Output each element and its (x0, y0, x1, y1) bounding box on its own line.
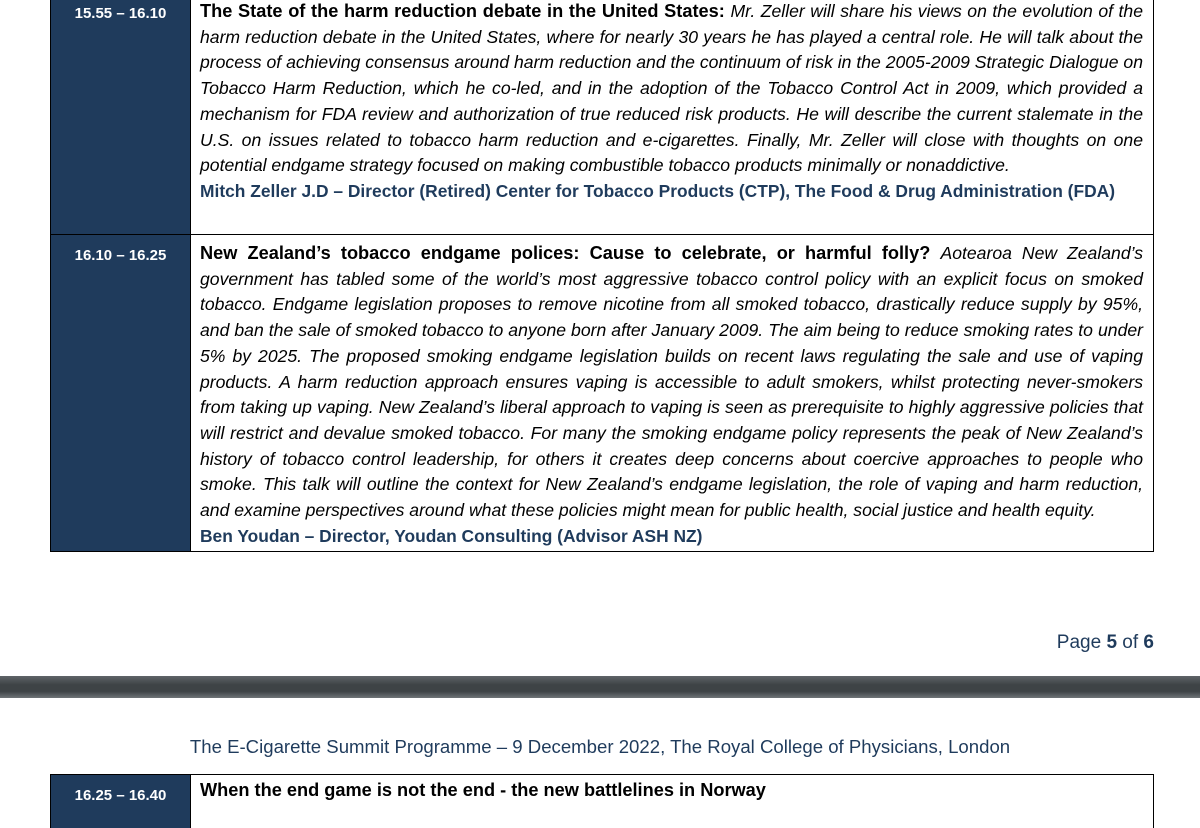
session-title: New Zealand’s tobacco endgame polices: Cause to celebrate, or harmful folly? (200, 243, 940, 263)
session-title: When the end game is not the end - the new battlelines in Norway (200, 780, 766, 800)
session-abstract: Mr. Zeller will share his views on the evolution of the harm reduction debate in the United States, where for nearly 30 years he has played a central role. He will talk about the process of achieving consensus around harm reduction and the continuum of risk in the 2005-2009 Strategic Dialogue on Tobacco Harm Reduction, which he co-led, and in the adoption of the Tobacco Control Act in 2009, which provided a mechanism for FDA review and authorization of true reduced risk products. He will describe the current stalemate in the U.S. on issues related to tobacco harm reduction and e-cigarettes. Finally, Mr. Zeller will close with thoughts on one potential endgame strategy focused on making combustible tobacco products minimally or nonaddictive. (200, 1, 1143, 175)
programme-table (50, 774, 1154, 828)
session-title: The State of the harm reduction debate in the United States: (200, 1, 730, 21)
session-description-cell (191, 235, 1154, 552)
session-description-cell (191, 775, 1154, 828)
session-row (51, 775, 1154, 828)
page-number: Page 5 of 6 (1057, 632, 1154, 654)
page-header: The E-Cigarette Summit Programme – 9 December 2022, The Royal College of Physicians, London (0, 736, 1200, 758)
session-time: 15.55 – 16.10 (51, 0, 191, 235)
session-time: 16.10 – 16.25 (51, 235, 191, 552)
session-row (51, 235, 1154, 552)
session-speaker: Mitch Zeller J.D – Director (Retired) Center for Tobacco Products (CTP), The Food & Drug Administration (FDA) (200, 179, 1143, 205)
document-page-6 (0, 698, 1200, 807)
session-time: 16.25 – 16.40 (51, 775, 191, 828)
session-speaker: Ben Youdan – Director, Youdan Consulting (Advisor ASH NZ) (200, 524, 1143, 550)
page-divider (0, 676, 1200, 698)
session-description-cell (191, 0, 1154, 235)
programme-table (50, 0, 1154, 552)
session-row (51, 0, 1154, 235)
session-abstract: Aotearoa New Zealand’s government has tabled some of the world’s most aggressive tobacco control policy with an explicit focus on smoked tobacco. Endgame legislation proposes to remove nicotine from all smoked tobacco, drastically reduce supply by 95%, and ban the sale of smoked tobacco to anyone born after January 2009. The aim being to reduce smoking rates to under 5% by 2025. The proposed smoking endgame legislation builds on recent laws regulating the sale and use of vaping products. A harm reduction approach ensures vaping is accessible to adult smokers, whilst protecting never-smokers from taking up vaping. New Zealand’s liberal approach to vaping is seen as prerequisite to highly aggressive policies that will restrict and devalue smoked tobacco. For many the smoking endgame policy represents the peak of New Zealand’s history of tobacco control leadership, for others it creates deep concerns about coercive approaches to people who smoke. This talk will outline the context for New Zealand’s endgame legislation, the role of vaping and harm reduction, and examine perspectives around what these policies might mean for public health, social justice and health equity. (200, 243, 1143, 520)
